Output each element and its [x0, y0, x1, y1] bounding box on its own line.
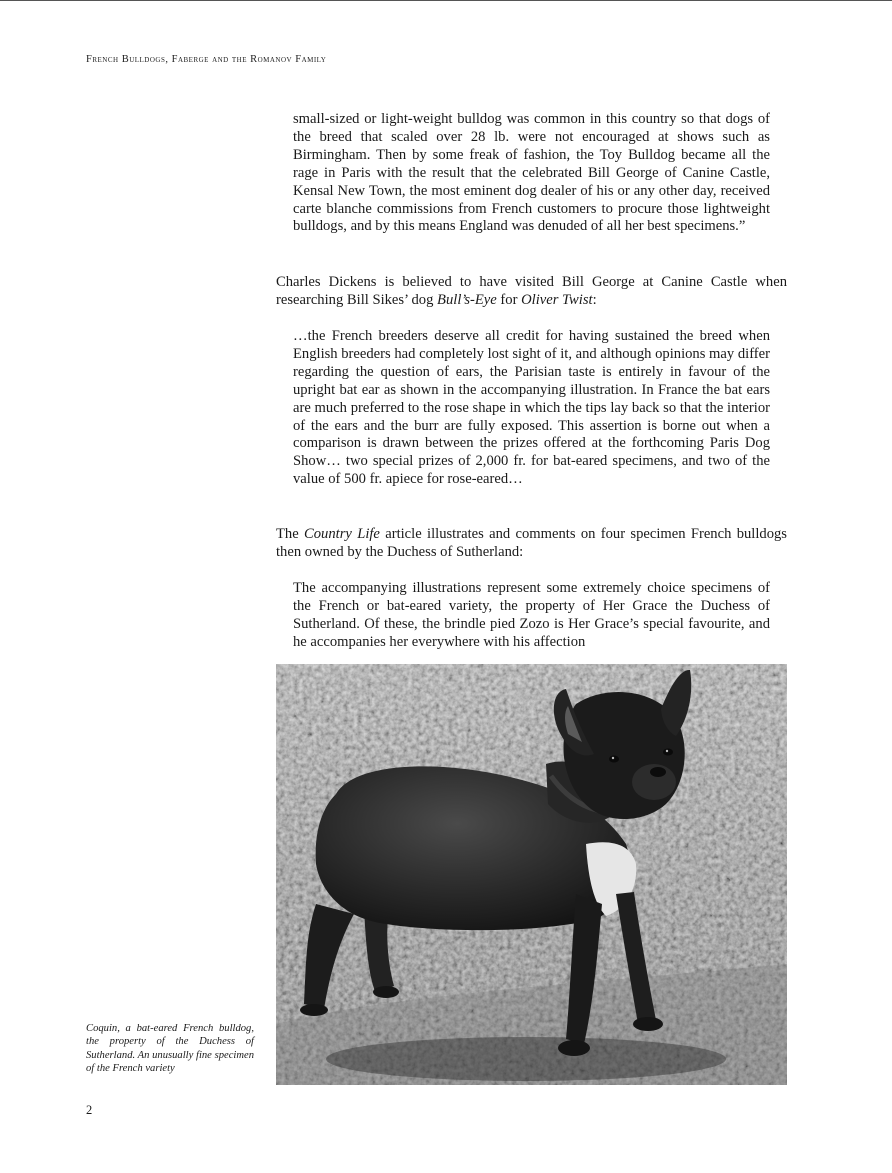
paragraph-2-text-start: The	[276, 526, 305, 542]
running-header-title: French Bulldogs, Faberge and the Romanov Family	[86, 54, 327, 65]
block-quote-1	[293, 111, 770, 236]
book-title-bulls-eye: Bull’s-Eye	[437, 291, 497, 308]
book-title-oliver-twist: Oliver Twist	[521, 291, 593, 308]
paragraph-2-text-end: article illustrates and comments on four specimen French bulldogs then owned by the Duchess of Sutherland:	[276, 526, 787, 560]
body-paragraph-1	[276, 274, 787, 310]
top-border-line	[0, 0, 892, 1]
block-quote-2-text: …the French breeders deserve all credit for having sustained the breed when English breeders had completely lost sight of it, and although opinions may differ regarding the question of ears, the Parisian taste is entirely in favour of the upright bat ear as shown in the accompanying illustration. In France the bat ears are much preferred to the rose shape in which the tips lay back so that the interior of the ears and the burr are fully exposed. This assertion is borne out when a comparison is drawn between the prizes offered at the forthcoming Paris Dog Show… two special prizes of 2,000 fr. for bat-eared specimens, and two of the value of 500 fr. apiece for rose-eared…	[293, 328, 770, 488]
page-number: 2	[86, 1103, 93, 1117]
photo-illustration	[276, 664, 787, 1085]
block-quote-1-text: small-sized or light-weight bulldog was common in this country so that dogs of the breed that scaled over 28 lb. were not encouraged at shows such as Birmingham. Then by some freak of fashion, the Toy Bulldog became all the rage in Paris with the result that the celebrated Bill George of Canine Castle, Kensal New Town, the most eminent dog dealer of his or any other day, received carte blanche commissions from French customers to procure those lightweight bulldogs, and by this means England was denuded of all her best specimens.”	[293, 111, 770, 235]
body-paragraph-2	[276, 526, 787, 562]
french-bulldog-photo	[276, 664, 787, 1085]
paragraph-1-text-middle: for	[496, 291, 522, 308]
block-quote-3	[293, 580, 770, 652]
block-quote-2	[293, 328, 770, 489]
block-quote-3-text: The accompanying illustrations represent some extremely choice specimens of the French or bat-eared variety, the property of Her Grace the Duchess of Sutherland. Of these, the brindle pied Zozo is Her Grace’s special favourite, and he accompanies her everywhere with his affection	[293, 580, 770, 650]
magazine-title-country-life: Country Life	[304, 526, 380, 542]
paragraph-1-text-end: :	[592, 291, 597, 308]
figure-caption: Coquin, a bat-eared French bulldog, the property of the Duchess of Sutherland. An unusually fine specimen of the French variety	[86, 1023, 254, 1075]
paragraph-1-text-start: Charles Dickens is believed to have visited Bill George at Canine Castle when researching Bill Sikes’ dog	[276, 274, 787, 308]
